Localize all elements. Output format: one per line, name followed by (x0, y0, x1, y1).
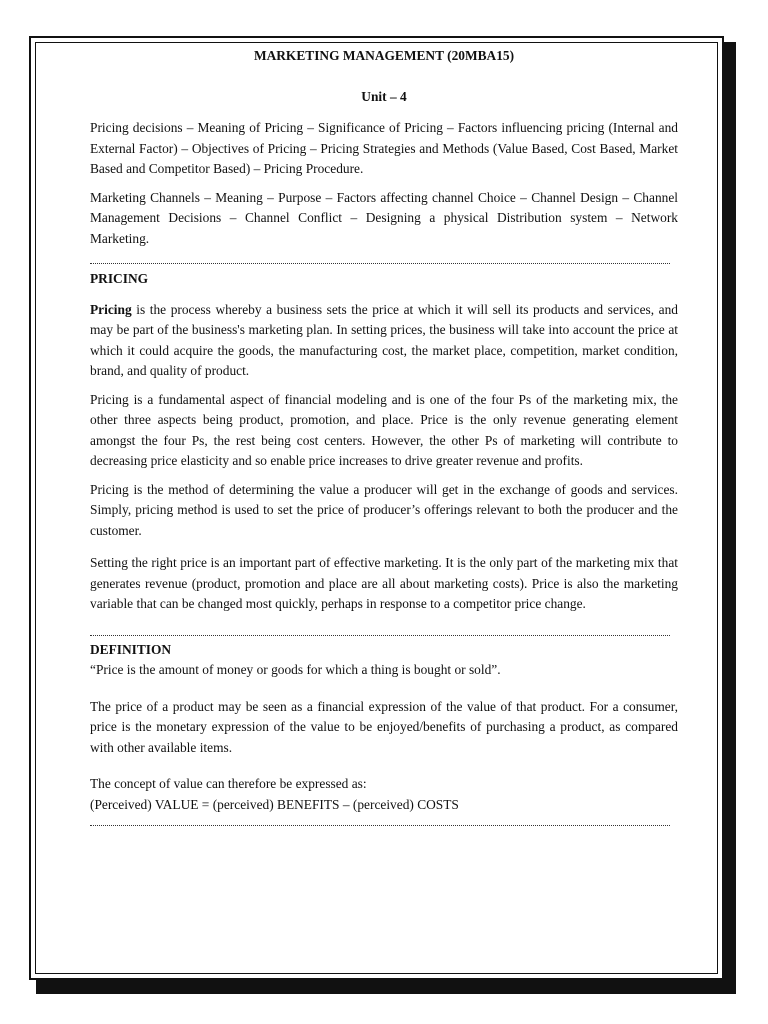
syllabus-channels: Marketing Channels – Meaning – Purpose – Factors affecting channel Choice – Channel Design – Channel Management Decisions – Channel Conflict – Designing a physical Distribution system – Network Marketing. (90, 189, 678, 246)
pricing-heading: PRICING (90, 271, 149, 286)
pricing-paragraph-4: Setting the right price is an important part of effective marketing. It is the only part of the marketing mix that generates revenue (product, promotion and place are all about marketing costs). Price is also the marketing variable that can be changed most quickly, perhaps in response to a competitor price change. (90, 555, 678, 611)
pricing-paragraph-2: Pricing is a fundamental aspect of financial modeling and is one of the four Ps of the marketing mix, the other three aspects being product, promotion, and place. Price is the only revenue generating element amongst the four Ps, the rest being cost centers. However, the other Ps of marketing will contribute to decreasing price elasticity and so enable price increases to drive greater revenue and profits. (90, 391, 678, 468)
value-formula: (Perceived) VALUE = (perceived) BENEFITS – (perceived) COSTS (90, 796, 459, 812)
document-title: MARKETING MANAGEMENT (20MBA15) (253, 48, 515, 63)
unit-heading: Unit – 4 (361, 88, 407, 104)
definition-paragraph-1: The price of a product may be seen as a financial expression of the value of that product. For a consumer, price is the monetary expression of the value to be enjoyed/benefits of purchasing a product, as compared with other available items. (90, 698, 678, 755)
section-divider (90, 263, 670, 264)
pricing-paragraph-1-text: is the process whereby a business sets the price at which it will sell its products and services, and may be part of the business's marketing plan. In setting prices, the business will take into account the price at which it could acquire the goods, the manufacturing cost, the market place, competition, market condition, brand, and quality of product. (90, 301, 678, 378)
section-divider (90, 825, 670, 826)
pricing-paragraph-3: Pricing is the method of determining the value a producer will get in the exchange of goods and services. Simply, pricing method is used to set the price of producer’s offerings relevant to both the producer and the customer. (90, 481, 678, 538)
section-divider (90, 635, 670, 636)
definition-quote: “Price is the amount of money or goods for which a thing is bought or sold”. (90, 662, 501, 677)
definition-paragraph-2-line-1: The concept of value can therefore be expressed as: (90, 776, 367, 791)
pricing-term: Pricing (90, 301, 132, 317)
syllabus-pricing: Pricing decisions – Meaning of Pricing – Significance of Pricing – Factors influencing pricing (Internal and External Factor) – Objectives of Pricing – Pricing Strategies and Methods (Value Based, Cost Based, Market Based and Competitor Based) – Pricing Procedure. (90, 120, 678, 176)
definition-heading: DEFINITION (90, 641, 172, 657)
document-content (90, 46, 678, 826)
pricing-paragraph-1 (90, 300, 678, 382)
